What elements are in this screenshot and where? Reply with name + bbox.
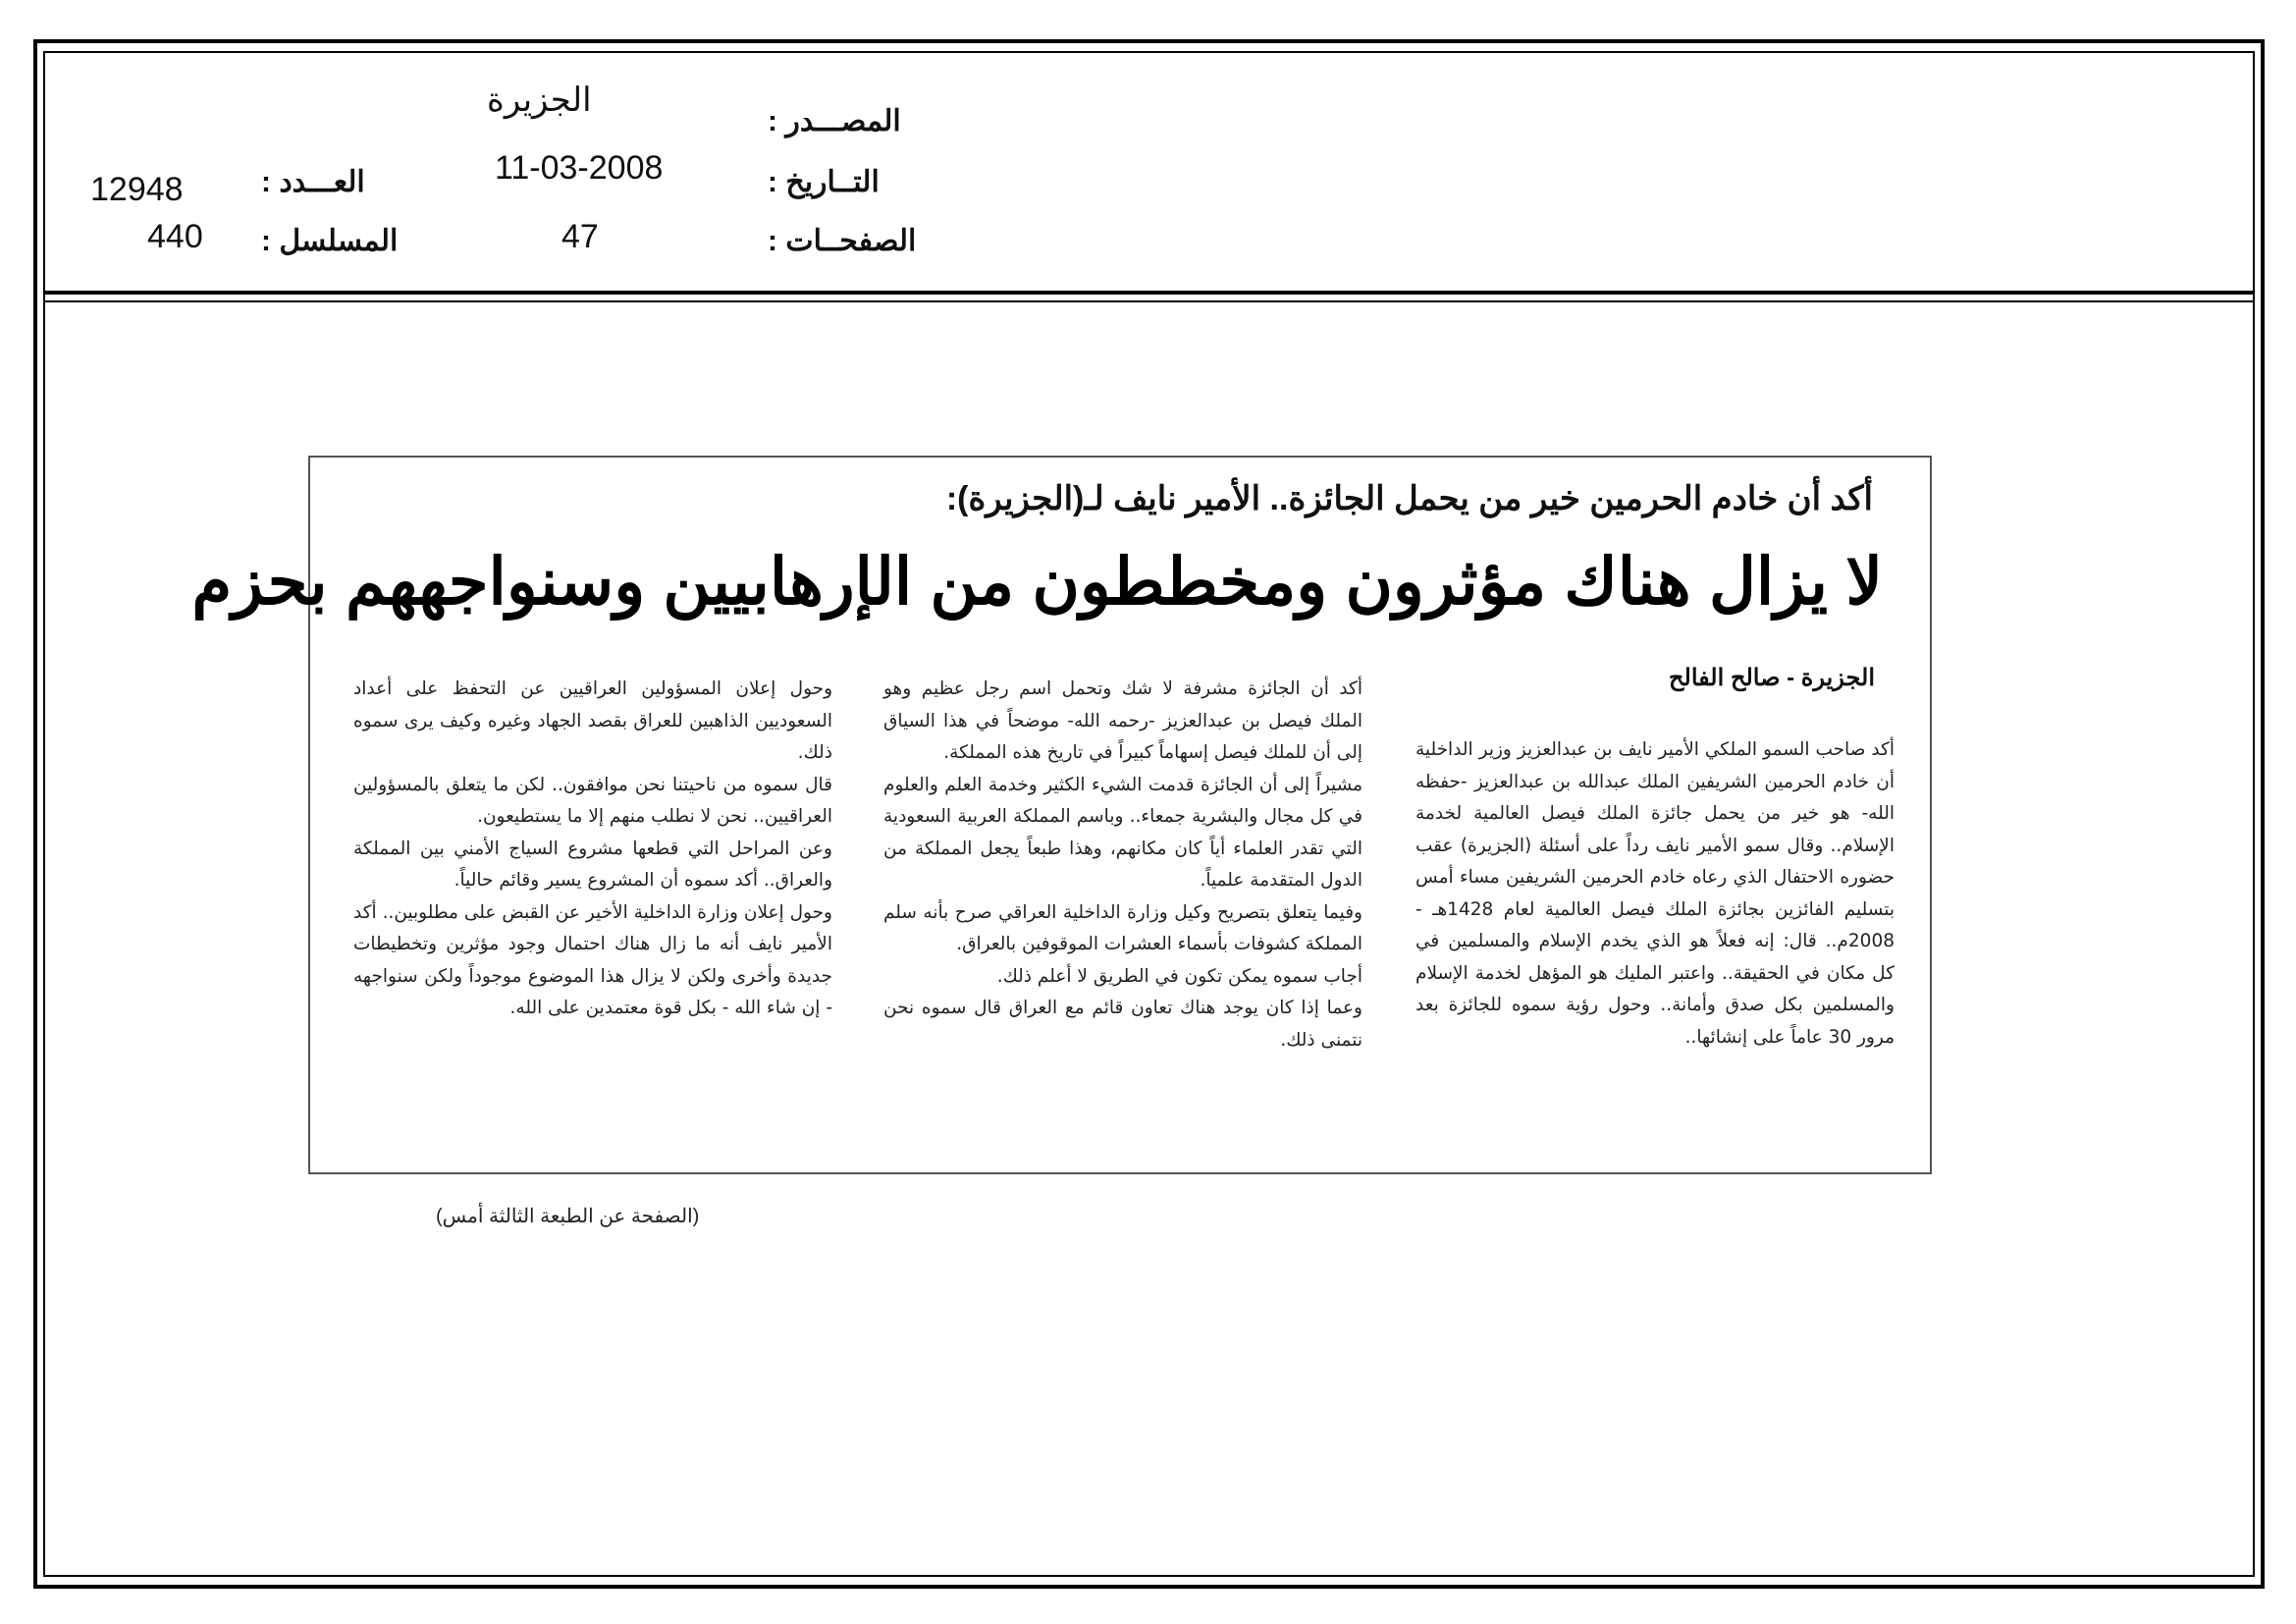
paragraph: وعما إذا كان يوجد هناك تعاون قائم مع العراق قال سموه نحن نتمنى ذلك. [883,998,1362,1051]
paragraph: وحول إعلان المسؤولين العراقيين عن التحفظ على أعداد السعوديين الذاهبين للعراق بقصد الجهاد وغيره وكيف يرى سموه ذلك. [353,678,832,763]
newspaper-clipping [191,456,1932,1174]
article-headline: لا يزال هناك مؤثرون ومخططون من الإرهابيين وسنواجههم بحزم [191,545,1883,618]
paragraph: أكد صاحب السمو الملكي الأمير نايف بن عبدالعزيز وزير الداخلية أن خادم الحرمين الشريفين الملك عبدالله بن عبدالعزيز -حفظه الله- هو خير من يحمل جائزة الملك فيصل العالمية لخدمة الإسلام.. وقال سمو الأمير نايف رداً على أسئلة (الجزيرة) عقب حضوره الاحتفال الذي رعاه خادم الحرمين الشريفين مساء أمس بتسليم الفائزين بجائزة الملك فيصل العالمية لعام 1428هـ - 2008م.. قال: إنه فعلاً هو الذي يخدم الإسلام والمسلمين في كل مكان في الحقيقة.. واعتبر المليك هو المؤهل لخدمة الإسلام والمسلمين بكل صدق وأمانة.. وحول رؤية سموه للجائزة بعد مرور 30 عاماً على إنشائها.. [1415,739,1895,1048]
paragraph: وحول إعلان وزارة الداخلية الأخير عن القبض على مطلوبين.. أكد الأمير نايف أنه ما زال هناك احتمال وجود مؤثرين وتخطيطات جديدة وأخرى ولكن لا يزال هذا الموضوع موجوداً ولكن سنواجهه - إن شاء الله - بكل قوة معتمدين على الله. [353,901,832,1018]
serial-label: المسلسل : [261,225,399,257]
paragraph: وفيما يتعلق بتصريح وكيل وزارة الداخلية العراقي صرح بأنه سلم المملكة كشوفات بأسماء العشرات الموقوفين بالعراق. [883,901,1362,954]
paragraph: أكد أن الجائزة مشرفة لا شك وتحمل اسم رجل عظيم وهو الملك فيصل بن عبدالعزيز -رحمه الله- موضحاً في هذا السياق إلى أن للملك فيصل إسهاماً كبيراً في تاريخ هذه المملكة. [883,678,1362,763]
article-kicker: أكد أن خادم الحرمين خير من يحمل الجائزة.. الأمير نايف لـ(الجزيرة): [945,480,1873,517]
paragraph: أجاب سموه يمكن تكون في الطريق لا أعلم ذلك. [996,965,1362,987]
date-value: 11-03-2008 [495,149,664,187]
pages-value: 47 [561,218,599,255]
issue-label: العـــدد : [261,166,365,198]
paragraph: وعن المراحل التي قطعها مشروع السياج الأمني بين المملكة والعراق.. أكد سموه أن المشروع يسير وقائم حالياً. [353,838,832,891]
paragraph: مشيراً إلى أن الجائزة قدمت الشيء الكثير وخدمة العلم والعلوم في كل مجال والبشرية جمعاء.. وباسم المملكة العربية السعودية التي تقدر العلماء أياً كان مكانهم، وهذا طبعاً يجعل المملكة من الدول المتقدمة علمياً. [883,774,1362,891]
header-divider [43,291,2255,295]
article-column-right [1415,734,1895,1054]
source-value: الجزيرة [487,81,592,119]
article-column-left [353,674,832,1025]
serial-value: 440 [147,218,203,255]
article-byline: الجزيرة - صالح الفالح [1669,665,1875,691]
pages-label: الصفحــات : [768,225,917,257]
header-divider-thin [43,300,2255,302]
date-label: التــاريخ : [768,166,880,198]
article-column-middle [883,674,1362,1056]
issue-value: 12948 [90,171,184,208]
paragraph: قال سموه من ناحيتنا نحن موافقون.. لكن ما يتعلق بالمسؤولين العراقيين.. نحن لا نطلب منهم إلا ما يستطيعون. [353,774,832,827]
edition-footnote: (الصفحة عن الطبعة الثالثة أمس) [436,1206,700,1227]
source-label: المصـــدر : [768,105,901,137]
